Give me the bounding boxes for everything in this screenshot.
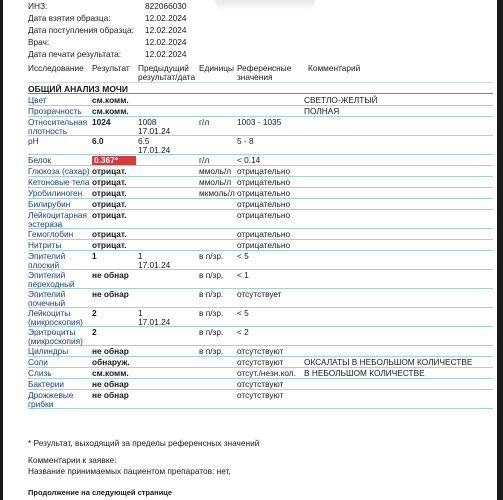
left-frame-edge: [0, 0, 3, 500]
meta-label: Дата поступления образца:: [28, 25, 134, 35]
row-result: 0.367*: [92, 156, 136, 165]
row-reference: отрицательно: [237, 166, 291, 176]
row-result: отрицат.: [92, 166, 127, 176]
header-comment: Комментарий: [308, 63, 361, 73]
row-result: не обнар: [92, 379, 129, 389]
row-name-line: Прозрачность: [28, 106, 82, 116]
meta-value: 822066030: [145, 1, 187, 11]
table-row: [28, 346, 493, 357]
row-result: отрицат.: [92, 229, 127, 239]
row-reference: отсутствуют: [237, 346, 284, 356]
row-result: см.комм.: [92, 95, 129, 105]
table-row: [28, 95, 493, 106]
continue-note: Продолжение на следующей странице: [28, 488, 173, 497]
row-reference: 1003 - 1035: [237, 117, 282, 127]
table-row: [28, 166, 493, 177]
row-name-line: Относительная: [28, 117, 88, 127]
row-name-line: (микроскопия): [28, 336, 83, 346]
row-reference: < 5: [237, 251, 249, 261]
row-result: см.комм.: [92, 106, 129, 116]
row-name: [28, 156, 90, 165]
row-reference: отсутствует: [237, 289, 282, 299]
row-name: [28, 309, 90, 327]
row-comment: ОКСАЛАТЫ В НЕБОЛЬШОМ КОЛИЧЕСТВЕ: [304, 357, 473, 367]
results-table: [28, 95, 493, 409]
row-comment: СВЕТЛО-ЖЕЛТЫЙ: [304, 95, 378, 105]
row-units: г/л: [199, 155, 210, 165]
table-row: [28, 368, 493, 379]
meta-value: 12.02.2024: [145, 37, 187, 47]
row-previous: [138, 118, 198, 136]
row-name-line: Билирубин: [28, 199, 71, 209]
row-reference: отрицательно: [237, 177, 291, 187]
row-units: в п/зр.: [199, 346, 224, 356]
row-comment: ПОЛНАЯ: [304, 106, 340, 116]
row-name: [28, 358, 90, 367]
header-ref: [237, 64, 308, 81]
meta-row: [28, 48, 308, 60]
row-name-line: Бактерии: [28, 379, 64, 389]
row-name-line: Белок: [28, 155, 51, 165]
header-prev: [138, 64, 199, 81]
row-result: отрицат.: [92, 199, 127, 209]
row-result: 1024: [92, 117, 111, 127]
row-previous-line: 17.01.24: [138, 126, 171, 136]
row-name-line: (микроскопия): [28, 317, 83, 327]
header-ref-line1: Референсные: [237, 63, 292, 73]
row-units: в п/зр.: [199, 308, 224, 318]
header-ref-line2: значения: [237, 71, 273, 82]
table-row: [28, 251, 493, 270]
meta-row: [28, 0, 308, 12]
row-result: отрицат.: [92, 188, 127, 198]
row-comment: В НЕБОЛЬШОМ КОЛИЧЕСТВЕ: [304, 368, 425, 378]
row-name-line: грибки: [28, 399, 54, 409]
row-reference: отрицательно: [237, 199, 291, 209]
row-units: в п/зр.: [199, 289, 224, 299]
table-row: [28, 270, 493, 289]
row-name-line: Уробилиноген: [28, 188, 83, 198]
row-reference: отсут./незн.кол.: [237, 368, 296, 378]
row-previous-line: 6.5: [138, 136, 150, 146]
row-previous-line: 1008: [138, 117, 157, 127]
row-name: [28, 189, 90, 198]
row-previous-line: 17.01.24: [138, 145, 171, 155]
table-row: [28, 136, 493, 155]
table-row: [28, 240, 493, 251]
row-reference: < 0.14: [237, 155, 261, 165]
row-name-line: Кетоновые тела: [28, 177, 90, 187]
row-name-line: Гемоглобин: [28, 229, 74, 239]
row-previous-line: 1: [138, 251, 143, 261]
right-frame-edge: [497, 0, 503, 500]
row-name-line: Слизь: [28, 368, 52, 378]
row-reference: < 1: [237, 270, 249, 280]
row-reference: отсутствуют: [237, 379, 284, 389]
table-row: [28, 210, 493, 229]
row-name: [28, 107, 90, 116]
row-name-line: Эритроциты: [28, 327, 76, 337]
table-row: [28, 155, 493, 166]
row-units: в п/зр.: [199, 327, 224, 337]
table-row: [28, 188, 493, 199]
row-name-line: Глюкоза (сахар): [28, 166, 90, 176]
row-name-line: Лейкоцитарная: [28, 210, 88, 220]
row-previous-line: 17.01.24: [138, 260, 171, 270]
row-reference: отсутствуют: [237, 390, 284, 400]
row-previous: [138, 252, 198, 270]
row-name: [28, 230, 90, 239]
row-units: ммоль/л: [199, 177, 232, 187]
row-result: не обнар: [92, 346, 129, 356]
row-result: 6.0: [92, 136, 104, 146]
row-result: отрицат.: [92, 240, 127, 250]
table-row: [28, 229, 493, 240]
row-previous: [138, 309, 198, 327]
row-name-line: переходный: [28, 279, 75, 289]
row-name: [28, 178, 90, 187]
row-name: [28, 391, 90, 409]
comments-text: Название принимаемых пациентом препаратов: нет,: [28, 466, 231, 476]
row-previous-line: 1: [138, 308, 143, 318]
row-reference: отрицательно: [237, 229, 291, 239]
meta-value: 12.02.2024: [145, 13, 187, 23]
row-units: мкмоль/л: [199, 188, 235, 198]
table-row: [28, 289, 493, 308]
row-name-line: Эпителий: [28, 270, 66, 280]
row-result: отрицат.: [92, 210, 127, 220]
row-name-line: Нитриты: [28, 240, 62, 250]
row-reference: отрицательно: [237, 210, 291, 220]
meta-label: Дата печати результата:: [28, 49, 122, 59]
header-prev-line1: Предыдущий: [138, 63, 189, 73]
row-units: в п/зр.: [199, 270, 224, 280]
header-result: Результат: [92, 63, 130, 73]
table-row: [28, 106, 493, 117]
row-reference: < 2: [237, 327, 249, 337]
row-result: 1: [92, 251, 97, 261]
row-reference: < 5: [237, 308, 249, 318]
row-result: 2: [92, 327, 97, 337]
meta-row: [28, 36, 308, 48]
row-name-line: Цвет: [28, 95, 47, 105]
row-name-line: плоский: [28, 260, 60, 270]
table-header: [28, 64, 493, 81]
row-name-line: почечный: [28, 298, 66, 308]
row-previous-line: 17.01.24: [138, 317, 171, 327]
row-name-line: Эпителий: [28, 289, 66, 299]
header-units: Единицы: [199, 63, 234, 73]
meta-row: [28, 24, 308, 36]
row-result: не обнар: [92, 270, 129, 280]
row-reference: отрицательно: [237, 188, 291, 198]
row-result: не обнар: [92, 390, 129, 400]
row-reference: 5 - 8: [237, 136, 254, 146]
row-result: не обнар: [92, 289, 129, 299]
row-units: г/л: [199, 117, 210, 127]
table-row: [28, 117, 493, 136]
row-name: [28, 347, 90, 356]
row-name-line: эстераза: [28, 219, 63, 229]
report-footer: [28, 438, 493, 477]
row-name: [28, 211, 90, 229]
table-row: [28, 308, 493, 327]
table-row: [28, 390, 493, 409]
meta-row: [28, 12, 308, 24]
row-units: в п/зр.: [199, 251, 224, 261]
row-reference: отсутствуют: [237, 357, 284, 367]
row-name: [28, 167, 90, 176]
row-name: [28, 380, 90, 389]
row-name: [28, 369, 90, 378]
row-name-line: Соли: [28, 357, 48, 367]
row-name: [28, 241, 90, 250]
row-name: [28, 118, 90, 136]
row-name-line: Дрожжевые: [28, 390, 74, 400]
header-name: Исследование: [28, 63, 84, 73]
row-name: [28, 290, 90, 308]
table-row: [28, 379, 493, 390]
meta-label: Дата взятия образца:: [28, 13, 111, 23]
out-of-range-note: * Результат, выходящий за пределы референсных значений: [28, 438, 260, 448]
row-name: [28, 137, 90, 146]
row-name-line: pH: [28, 136, 39, 146]
meta-label: Врач:: [28, 37, 50, 47]
row-name: [28, 328, 90, 346]
header-prev-line2: результат/дата: [138, 71, 196, 82]
row-name-line: Эпителий: [28, 251, 66, 261]
table-row: [28, 327, 493, 346]
sample-meta: [28, 0, 308, 60]
row-result: обнаруж.: [92, 357, 130, 367]
row-name: [28, 200, 90, 209]
row-name-line: Лейкоциты: [28, 308, 71, 318]
table-row: [28, 177, 493, 188]
meta-value: 12.02.2024: [145, 25, 187, 35]
row-name: [28, 252, 90, 270]
row-name: [28, 96, 90, 105]
row-units: ммоль/л: [199, 166, 232, 176]
meta-label: ИНЗ:: [28, 1, 48, 11]
meta-value: 12.02.2024: [145, 49, 187, 59]
row-previous: [138, 137, 198, 155]
section-title: ОБЩИЙ АНАЛИЗ МОЧИ: [28, 82, 493, 94]
row-name-line: плотность: [28, 126, 68, 136]
row-name: [28, 271, 90, 289]
comments-title: Комментарии к заявке:: [28, 455, 117, 465]
table-row: [28, 199, 493, 210]
table-row: [28, 357, 493, 368]
row-result: отрицат.: [92, 177, 127, 187]
row-name-line: Цилиндры: [28, 346, 69, 356]
row-reference: отрицательно: [237, 240, 291, 250]
row-result: 2: [92, 308, 97, 318]
row-result: см.комм.: [92, 368, 129, 378]
